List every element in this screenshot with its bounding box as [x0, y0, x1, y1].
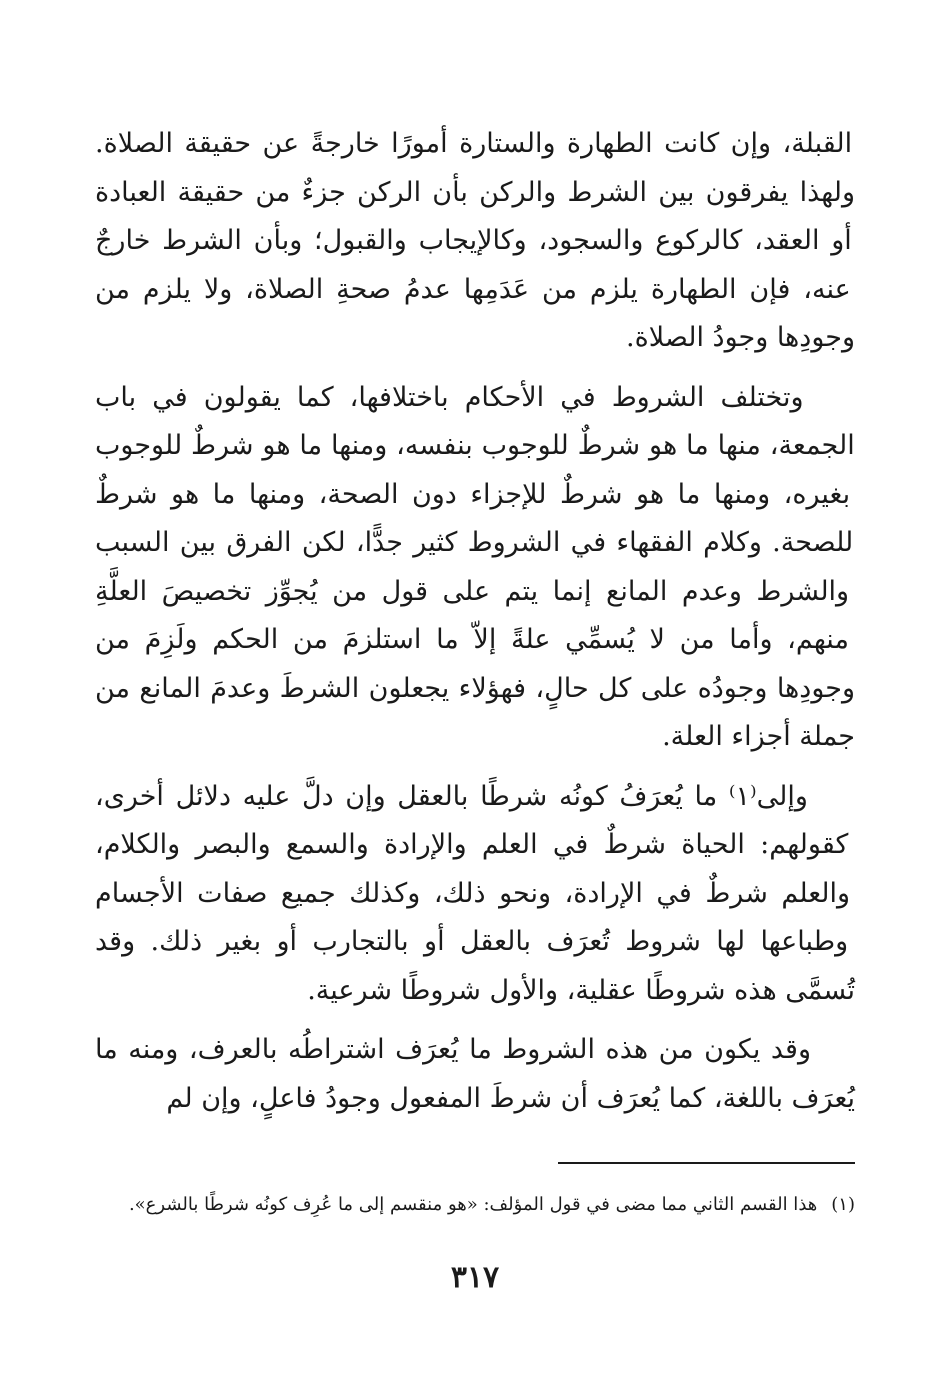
text-line: وجودِها وجودُ الصلاة.	[625, 322, 855, 353]
text-line: العقد، كالركوع والسجود، وكالإيجاب والقبول؛ وبأن الشرط خارجٌ	[95, 225, 820, 256]
text-line: وإلى⁽١⁾ ما يُعرَفُ كونُه شرطًا بالعقل وإن دلَّ عليه دلائل أخرى،	[95, 780, 808, 812]
paragraph-1	[95, 120, 855, 363]
text-line: عنه، فإن الطهارة يلزم من عَدَمِها عدمُ صحةِ الصلاة، ولا يلزم من	[95, 273, 851, 305]
footnote-number: (١)	[831, 1194, 855, 1215]
text-line: تُسمَّى هذه شروطًا عقلية، والأول شروطًا شرعية.	[307, 974, 855, 1006]
paragraph-3	[95, 773, 855, 1016]
paragraph-4	[95, 1026, 855, 1123]
text-line: والشرط وعدم المانع إنما يتم على قول من يُجوِّز تخصيصَ العلَّةِ	[95, 575, 850, 607]
book-page	[95, 120, 855, 1370]
text-line: ولهذا يفرقون بين الشرط والركن بأن الركن جزءٌ من حقيقة العبادة أو	[95, 176, 855, 256]
text-line: وتختلف الشروط في الأحكام باختلافها، كما يقولون في باب	[95, 381, 804, 413]
text-line: ما يُعرَف باللغة، كما يُعرَف أن شرطَ المفعول وجودُ فاعلٍ، وإن لم	[95, 1034, 855, 1114]
text-line: وجودِها وجودُه على كل حالٍ، فهؤلاء يجعلون الشرطَ وعدمَ المانع	[130, 672, 855, 704]
footnote-text: هذا القسم الثاني مما مضى في قول المؤلف: «هو منقسم إلى ما عُرِف كونُه شرطًا بالشرع».	[128, 1194, 818, 1215]
text-line: وقد يكون من هذه الشروط ما يُعرَف اشتراطُه بالعرف، ومنه	[117, 1034, 811, 1065]
text-line: منهم، وأما من لا يُسمِّي علةً إلاّ ما استلزمَ من الحكم ولَزِمَ من	[95, 624, 849, 655]
text-line: والعلم شرطٌ في الإرادة، ونحو ذلك، وكذلك جميع صفات الأجسام	[95, 877, 851, 909]
text-line: القبلة، وإن كانت الطهارة والستارة أمورًا خارجةً عن حقيقة الصلاة.	[95, 128, 853, 159]
paragraph-2	[95, 374, 855, 762]
text-line: من جملة أجزاء العلة.	[95, 672, 855, 752]
text-line: وطباعها لها شروط تُعرَف بالعقل أو بالتجارب أو بغير ذلك. وقد	[95, 926, 849, 957]
text-line: الجمعة، منها ما هو شرطٌ للوجوب بنفسه، ومنها ما هو شرطٌ للوجوب	[95, 430, 855, 461]
text-line: للصحة. وكلام الفقهاء في الشروط كثير جدًّا، لكن الفرق بين السبب	[95, 527, 854, 558]
page-number: ٣١٧	[450, 1260, 500, 1295]
text-line: كقولهم: الحياة شرطٌ في العلم والإرادة والسمع والبصر والكلام،	[95, 829, 849, 860]
footnote	[95, 1188, 855, 1222]
footnote-divider	[558, 1162, 855, 1164]
text-line: بغيره، ومنها ما هو شرطٌ للإجزاء دون الصحة، ومنها ما هو شرطٌ	[95, 478, 851, 510]
